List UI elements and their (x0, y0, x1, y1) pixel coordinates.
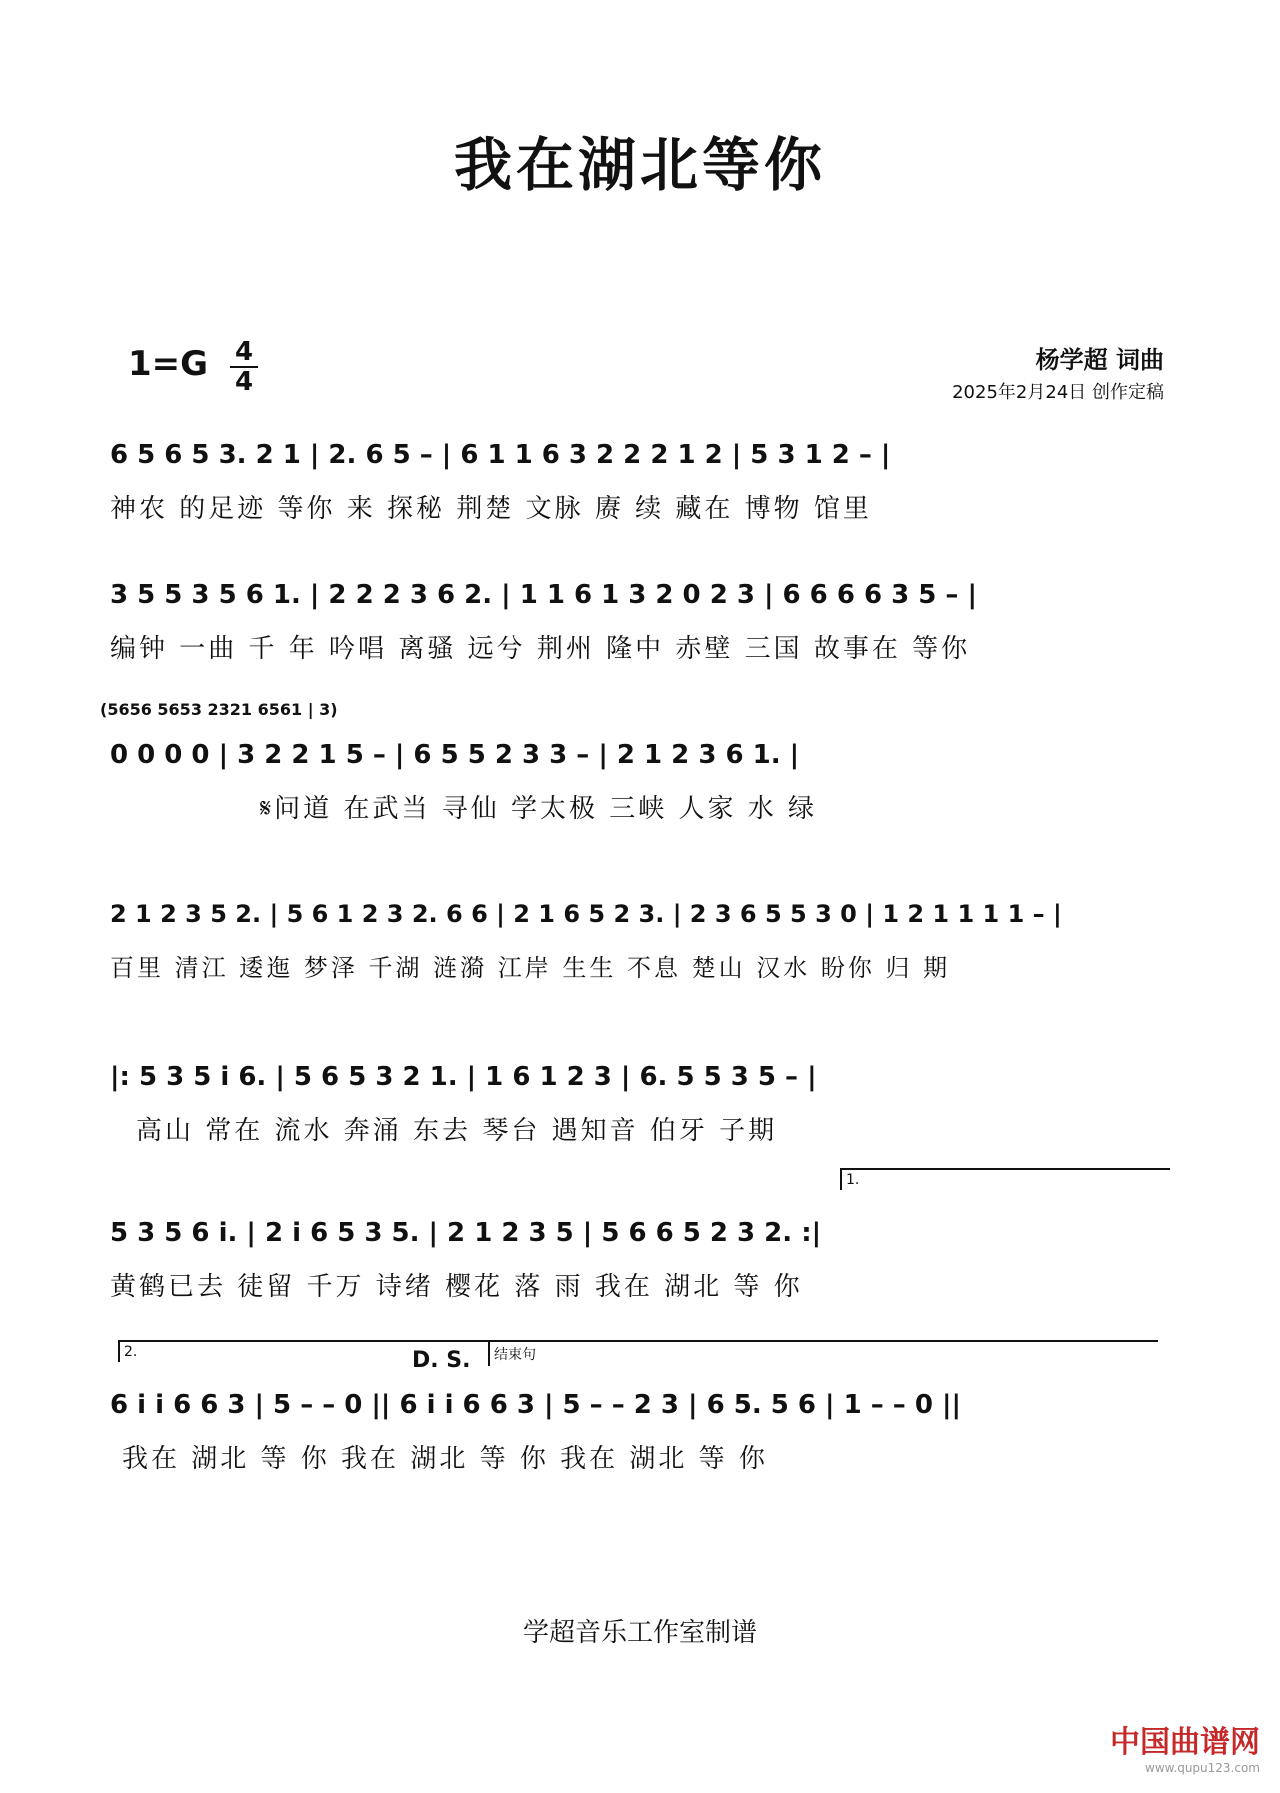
lyrics-line: 我在 湖北 等 你 我在 湖北 等 你 我在 湖北 等 你 (122, 1444, 768, 1474)
notation-line (110, 718, 1170, 778)
note-text: 6 5 6 5 3. 2 1 | 2. 6 5 – | 6 1 1 6 3 2 2 2 1 2 | 5 3 1 2 – | (110, 440, 891, 470)
note-text: 0 0 0 0 | 3 2 2 1 5 – | 6 5 5 2 3 3 – | 2 1 2 3 6 1. | (110, 740, 800, 770)
first-ending-bracket: 1. (840, 1168, 1170, 1190)
lyrics-line: 高山 常在 流水 奔涌 东去 琴台 遇知音 伯牙 子期 (136, 1116, 778, 1146)
lyrics-line: 黄鹤已去 徒留 千万 诗绪 樱花 落 雨 我在 湖北 等 你 (110, 1272, 803, 1302)
lyrics-line: 𝄋问道 在武当 寻仙 学太极 三峡 人家 水 绿 (260, 794, 818, 824)
notation-line (110, 1196, 1170, 1256)
author-credit: 杨学超 词曲 (1035, 346, 1164, 374)
dal-segno-mark: D. S. (412, 1348, 471, 1373)
lyrics-line: 百里 清江 逶迤 梦泽 千湖 涟漪 江岸 生生 不息 楚山 汉水 盼你 归 期 (110, 954, 951, 982)
note-text: 2 1 2 3 5 2. | 5 6 1 2 3 2. 6 6 | 2 1 6 5 2 3. | 2 3 6 5 5 3 0 | 1 2 1 1 1 1 – | (110, 900, 1062, 928)
publisher-footer: 学超音乐工作室制谱 (522, 1618, 757, 1648)
composition-date: 2025年2月24日 创作定稿 (952, 382, 1164, 403)
note-text: |: 5 3 5 i 6. | 5 6 5 3 2 1. | 1 6 1 2 3 | 6. 5 5 3 5 – | (110, 1062, 817, 1092)
second-ending-bracket: 2. (118, 1340, 488, 1362)
time-signature: 4 4 (230, 338, 258, 396)
note-text: 3 5 5 3 5 6 1. | 2 2 2 3 6 2. | 1 1 6 1 3 2 0 2 3 | 6 6 6 6 3 5 – | (110, 580, 977, 610)
key-signature: 1=G (128, 344, 209, 384)
lyrics-line: 神农 的足迹 等你 来 探秘 荆楚 文脉 赓 续 藏在 博物 馆里 (110, 494, 872, 524)
notation-line (110, 418, 1170, 478)
song-title: 我在湖北等你 (453, 131, 826, 199)
intro-grace-notes: (5656 5653 2321 6561 | 3) (100, 700, 338, 719)
ending-phrase-bracket: 结束句 (488, 1340, 1158, 1366)
notation-line (110, 1040, 1170, 1100)
notation-line (110, 1368, 1170, 1428)
note-text: 5 3 5 6 i. | 2 i 6 5 3 5. | 2 1 2 3 5 | 5 6 6 5 2 3 2. :| (110, 1218, 822, 1248)
lyrics-line: 编钟 一曲 千 年 吟唱 离骚 远兮 荆州 隆中 赤壁 三国 故事在 等你 (110, 634, 971, 664)
notation-line (110, 558, 1170, 618)
site-watermark-logo: 中国曲谱网 www.qupu123.com (1110, 1725, 1260, 1775)
notation-line (110, 878, 1170, 938)
note-text: 6 i i 6 6 3 | 5 – – 0 || 6 i i 6 6 3 | 5 – – 2 3 | 6 5. 5 6 | 1 – – 0 || (110, 1390, 961, 1420)
